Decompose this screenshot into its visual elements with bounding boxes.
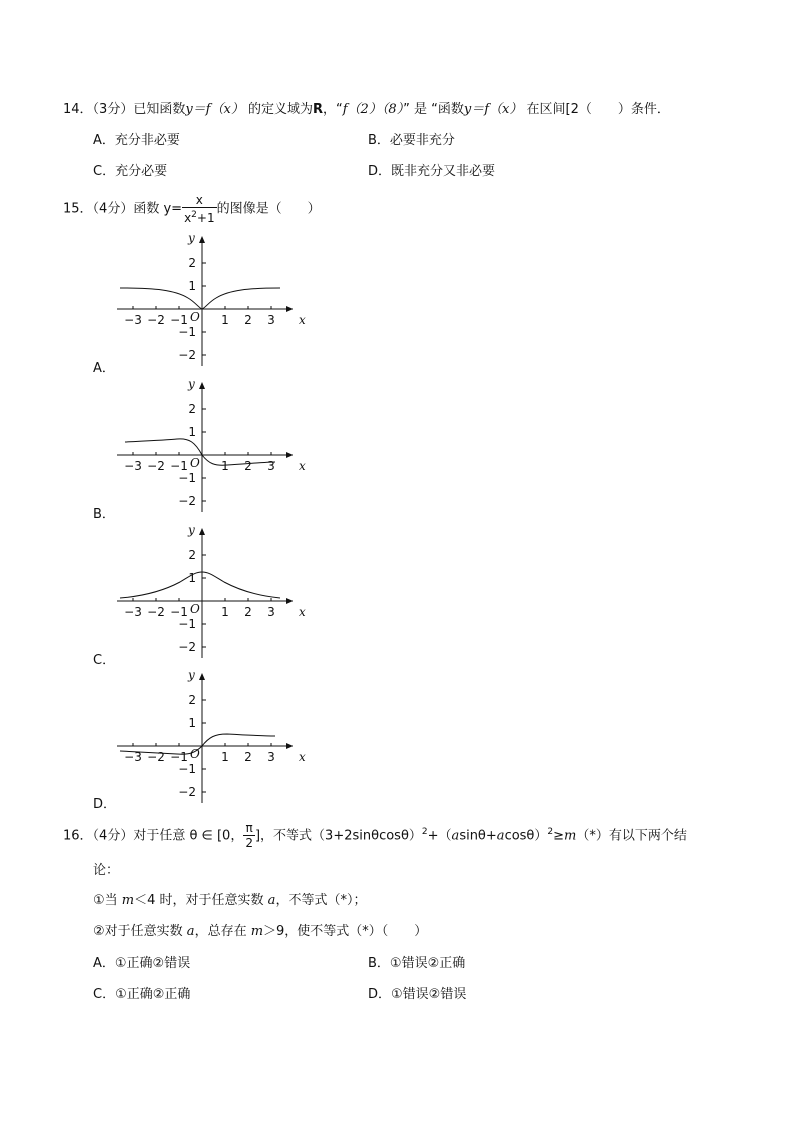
x-tick-label: 1 [221,605,229,619]
y-axis-arrow [199,528,205,535]
graph-d [115,665,315,811]
x-tick-label: 2 [244,459,252,473]
q15-frac-den [182,207,217,225]
x-tick-label: −1 [170,605,188,619]
q16-stem-b: ]，不等式（3+2sinθcosθ） [254,828,422,844]
y-tick-label: 2 [188,693,196,707]
q16-fraction [243,821,255,850]
y-tick-label: −2 [178,785,196,799]
q16-c2-b: ，总存在 [194,924,251,939]
q15-den-base: x [184,211,192,225]
y-tick-label: 1 [188,425,196,439]
x-tick-label: −2 [147,313,165,327]
q16-option-a[interactable]: A．①正确②错误 [93,956,191,971]
x-tick-label: 3 [267,459,275,473]
x-axis-arrow [286,743,293,749]
x-axis-arrow [286,452,293,458]
x-tick-label: 1 [221,750,229,764]
q16-a2: a [496,828,505,844]
y-axis-arrow [199,236,205,243]
x-axis-name: x [299,459,306,473]
graph-a [115,228,315,374]
graph-c [115,520,315,666]
q15-func-lhs: y= [163,201,183,217]
q15-stem-b: 的图像是（ ） [216,201,321,217]
q14-stem-e: ，“ [323,102,343,117]
graph-c-svg [115,520,315,662]
x-tick-label: −2 [147,459,165,473]
q16-stem-cont: 论： [93,863,120,878]
x-axis-name: x [299,750,306,764]
x-axis-arrow [286,306,293,312]
y-tick-label: −1 [178,617,196,631]
q16-option-c[interactable]: C．①正确②正确 [93,987,191,1002]
graph-label-b[interactable]: B． [93,507,115,522]
x-tick-label: −2 [147,605,165,619]
graph-label-d[interactable]: D． [93,797,117,812]
x-tick-label: 1 [221,459,229,473]
graph-a-curve [120,288,280,309]
x-tick-label: 3 [267,750,275,764]
y-axis-name: y [188,523,195,537]
q15-stem-a: 15．（4分）函数 [63,201,160,217]
graph-axes [117,523,306,658]
q14-func-1: y＝f（x） [185,102,244,117]
graph-axes [117,668,306,803]
graph-axes [117,377,306,512]
x-tick-label: 1 [221,313,229,327]
x-tick-label: −3 [124,605,142,619]
q16-c1-c: ，不等式（*）； [275,893,367,908]
x-axis-arrow [286,598,293,604]
q14-stem [63,101,670,119]
origin-label: O [190,602,200,616]
y-axis-name: y [188,377,195,391]
origin-label: O [190,310,200,324]
q16-stem-g: （*）有以下两个结 [576,828,687,844]
x-tick-label: 3 [267,605,275,619]
graph-label-c[interactable]: C． [93,653,116,668]
origin-label: O [190,747,200,761]
q16-exp1: 2 [421,827,428,837]
q16-frac-den: 2 [245,836,253,851]
q16-option-b[interactable]: B．①错误②正确 [368,956,466,971]
q15-den-tail: +1 [196,211,215,225]
y-axis-arrow [199,382,205,389]
graph-label-a[interactable]: A． [93,361,115,376]
y-tick-label: 2 [188,548,196,562]
y-tick-label: 1 [188,279,196,293]
q16-c2-a: ②对于任意实数 [93,924,187,939]
q16-stem [63,818,687,850]
y-tick-label: −1 [178,762,196,776]
q14-option-b[interactable]: B．必要非充分 [368,133,455,148]
x-tick-label: −1 [170,459,188,473]
q14-real-set: R [312,102,323,117]
q16-a1: a [451,828,460,844]
x-tick-label: 3 [267,313,275,327]
q16-conclusion-1 [93,892,366,910]
q16-stem-f: ≥ [553,828,565,844]
graph-b-svg [115,374,315,516]
q16-c1-m: m [121,893,135,908]
y-tick-label: −2 [178,640,196,654]
q14-stem-g: ” 是 “函数 [403,102,464,117]
q14-stem-i: 在区间[2（ ）条件． [526,102,670,117]
y-tick-label: 1 [188,571,196,585]
y-tick-label: −1 [178,471,196,485]
q15-stem [63,193,321,225]
q16-c2-c: ＞9，使不等式（*）（ ） [263,924,428,939]
y-tick-label: 2 [188,256,196,270]
q16-c1-avar: a [267,893,276,908]
y-tick-label: −2 [178,494,196,508]
graph-a-svg [115,228,315,370]
graph-c-curve [120,572,280,598]
q14-condition: f（2）（8） [342,102,404,117]
graph-b [115,374,315,520]
graph-axes [117,231,306,366]
q16-c1-b: ＜4 时，对于任意实数 [134,893,268,908]
q16-stem-e: cosθ） [504,828,548,844]
q16-stem-d: sinθ+ [459,828,497,844]
q16-stem-a: 16．（4分）对于任意 θ ∈ [0， [63,828,244,844]
y-axis-name: y [188,668,195,682]
x-tick-label: −3 [124,750,142,764]
x-tick-label: 2 [244,750,252,764]
x-tick-label: −1 [170,313,188,327]
x-tick-label: −2 [147,750,165,764]
q16-conclusion-2 [93,923,427,941]
x-axis-name: x [299,605,306,619]
y-tick-label: −2 [178,348,196,362]
q14-func-2: y＝f（x） [463,102,523,117]
y-tick-label: −1 [178,325,196,339]
q14-stem-a: 14．（3分）已知函数 [63,102,186,117]
y-axis-arrow [199,673,205,680]
x-tick-label: 2 [244,313,252,327]
q15-frac-num: x [195,193,203,207]
x-tick-label: −1 [170,750,188,764]
y-tick-label: 1 [188,716,196,730]
q15-fraction [182,193,217,225]
q16-frac-num: π [245,821,253,836]
graph-d-svg [115,665,315,807]
q16-exp2: 2 [547,827,554,837]
q16-m: m [564,828,577,844]
y-tick-label: 2 [188,402,196,416]
q14-option-d[interactable]: D．既非充分又非必要 [368,164,496,179]
origin-label: O [190,456,200,470]
y-axis-name: y [188,231,195,245]
q14-option-a[interactable]: A．充分非必要 [93,133,180,148]
q16-option-d[interactable]: D．①错误②错误 [368,987,467,1002]
q14-option-c[interactable]: C．充分必要 [93,164,168,179]
q16-c2-avar: a [186,924,195,939]
x-tick-label: 2 [244,605,252,619]
q16-c2-m: m [250,924,264,939]
x-tick-label: −3 [124,459,142,473]
q15-den-exp: 2 [191,210,197,220]
q14-stem-c: 的定义域为 [247,102,313,117]
x-axis-name: x [299,313,306,327]
x-tick-label: −3 [124,313,142,327]
q16-c1-a: ①当 [93,893,122,908]
q16-stem-c: +（ [427,828,452,844]
